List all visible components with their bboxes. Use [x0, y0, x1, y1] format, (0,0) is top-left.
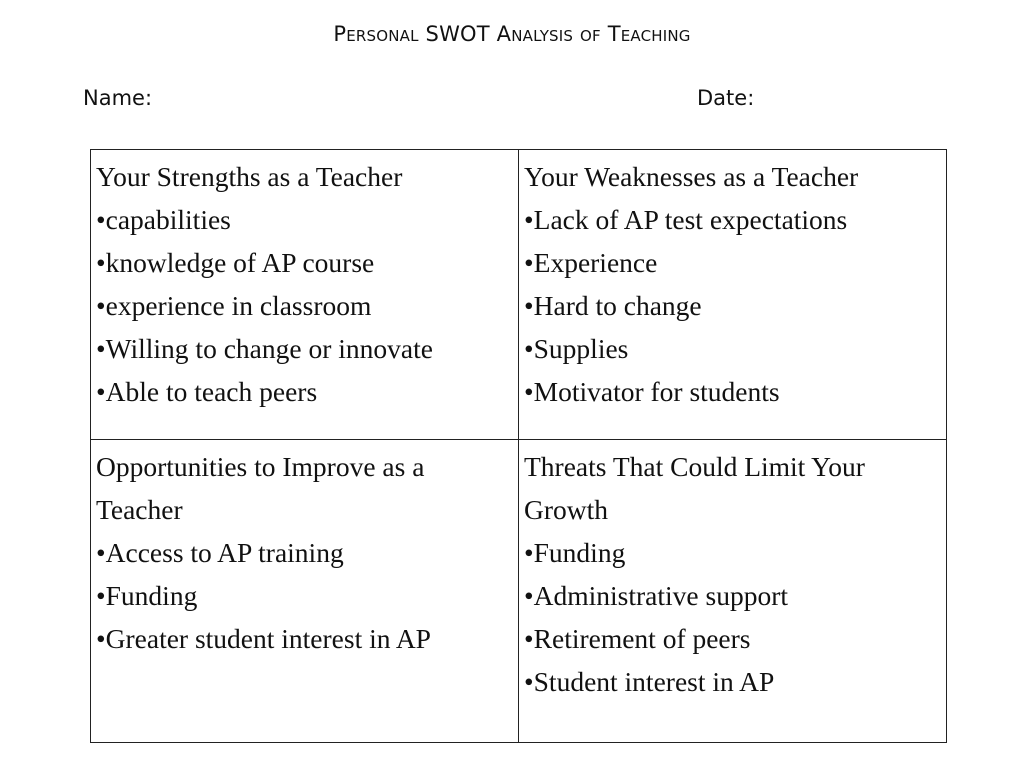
opportunities-heading: Opportunities to Improve as a Teacher — [96, 451, 425, 525]
list-item: • Lack of AP test expectations — [524, 198, 941, 241]
list-item: • experience in classroom — [96, 284, 513, 327]
list-item: • Motivator for students — [524, 370, 941, 413]
strengths-quadrant — [91, 150, 519, 440]
list-item: • capabilities — [96, 198, 513, 241]
threats-heading: Threats That Could Limit Your Growth — [524, 451, 865, 525]
list-item: • Administrative support — [524, 574, 941, 617]
opportunities-quadrant — [91, 440, 519, 743]
list-item: • Willing to change or innovate — [96, 327, 513, 370]
weaknesses-quadrant — [519, 150, 947, 440]
list-item: • Funding — [524, 531, 941, 574]
list-item: • Retirement of peers — [524, 617, 941, 660]
list-item: • Hard to change — [524, 284, 941, 327]
swot-table — [90, 149, 947, 743]
list-item: • Funding — [96, 574, 513, 617]
list-item: • knowledge of AP course — [96, 241, 513, 284]
page-title: Personal SWOT Analysis of Teaching — [333, 22, 691, 46]
list-item: • Greater student interest in AP — [96, 617, 513, 660]
opportunities-list — [96, 531, 513, 660]
strengths-list — [96, 198, 513, 413]
name-label: Name: — [83, 86, 153, 110]
swot-row-bottom — [91, 440, 947, 743]
weaknesses-heading: Your Weaknesses as a Teacher — [524, 161, 859, 192]
date-label: Date: — [697, 86, 755, 110]
list-item: • Experience — [524, 241, 941, 284]
weaknesses-list — [524, 198, 941, 413]
list-item: • Access to AP training — [96, 531, 513, 574]
threats-quadrant — [519, 440, 947, 743]
list-item: • Able to teach peers — [96, 370, 513, 413]
list-item: • Supplies — [524, 327, 941, 370]
threats-list — [524, 531, 941, 703]
list-item: • Student interest in AP — [524, 660, 941, 703]
swot-row-top — [91, 150, 947, 440]
strengths-heading: Your Strengths as a Teacher — [96, 161, 403, 192]
